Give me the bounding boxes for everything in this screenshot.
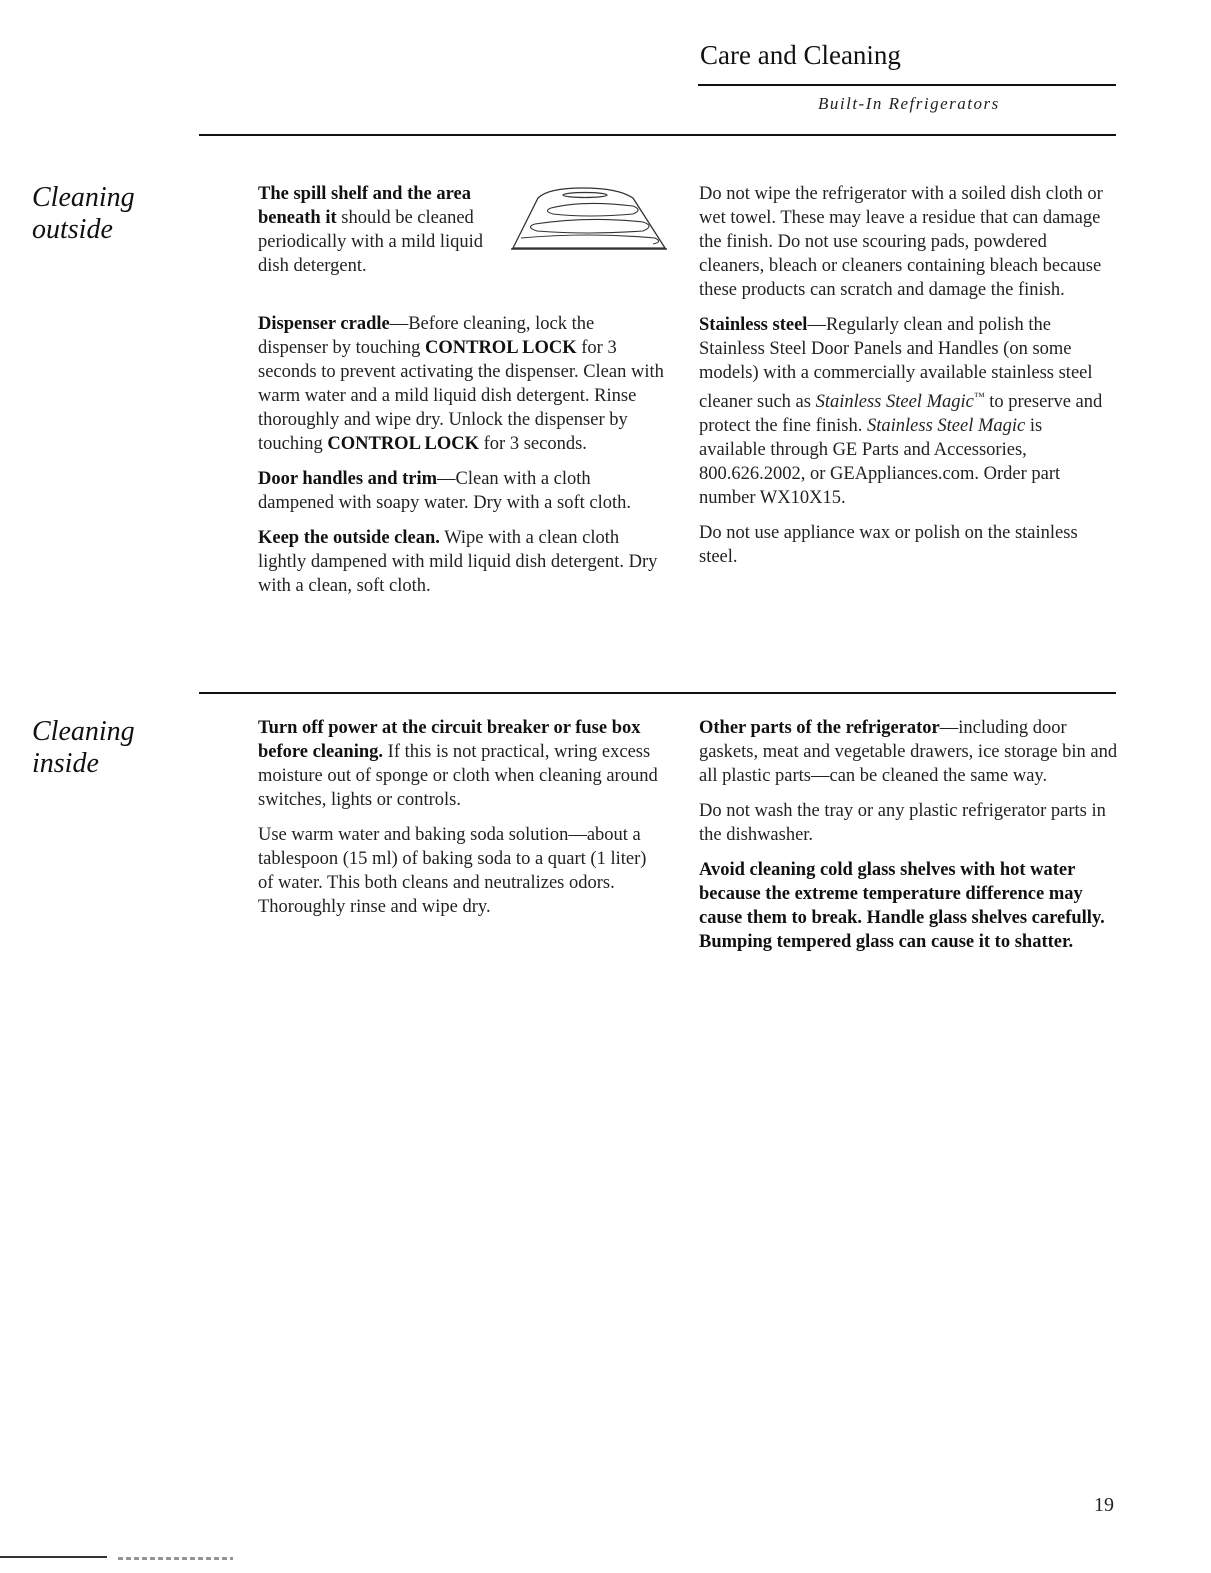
trademark-symbol: ™	[973, 391, 985, 403]
turn-off-power-paragraph	[258, 716, 663, 812]
page-header-title: Care and Cleaning	[700, 40, 901, 70]
spill-shelf-text: should be cleaned periodically with a mild liquid dish detergent.	[258, 208, 484, 276]
soiled-cloth-paragraph: Do not wipe the refrigerator with a soiled dish cloth or wet towel. These may leave a residue that can damage the finish. Do not use scouring pads, powdered cleaners, bleach or cleaners containing bleach because these products can scratch and damage the finish.	[699, 184, 1103, 300]
dishwasher-warning-paragraph: Do not wash the tray or any plastic refrigerator parts in the dishwasher.	[699, 801, 1106, 845]
outside-right-column	[699, 182, 1109, 580]
door-handles-text: —Clean with a cloth dampened with soapy water. Dry with a soft cloth.	[258, 469, 631, 513]
keep-outside-clean-bold: Keep the outside clean.	[258, 528, 440, 548]
door-handles-paragraph	[258, 467, 668, 515]
keep-outside-clean-paragraph	[258, 526, 668, 598]
section-heading-line1: Cleaning	[32, 182, 135, 213]
stainless-steel-paragraph	[699, 313, 1109, 510]
turn-off-power-bold: Turn off power at the circuit breaker or fuse box before cleaning.	[258, 718, 641, 762]
inside-left-column	[258, 716, 663, 930]
control-lock-label-2: CONTROL LOCK	[327, 434, 479, 454]
stainless-steel-magic-brand-1: Stainless Steel Magic	[815, 392, 974, 413]
other-parts-paragraph	[699, 716, 1119, 788]
section-heading-cleaning-inside	[32, 716, 202, 780]
section-divider-inside	[199, 692, 1116, 694]
spill-shelf-bold: The spill shelf and the area beneath it	[258, 184, 471, 228]
stainless-steel-text-3: is available through GE Parts and Accessories, 800.626.2002, or GEAppliances.com. Order part number WX10X15.	[699, 416, 1061, 509]
section-heading-cleaning-outside	[32, 182, 202, 246]
outside-left-column	[258, 182, 668, 609]
header-divider	[698, 84, 1116, 86]
dispenser-cradle-text-2: for 3 seconds to prevent activating the dispenser. Clean with warm water and a mild liquid dish detergent. Rinse thoroughly and wipe dry. Unlock the dispenser by touching	[258, 338, 664, 454]
page-header-subtitle: Built-In Refrigerators	[818, 94, 1000, 113]
spill-shelf-illustration	[493, 186, 668, 252]
section-divider-outside	[199, 134, 1116, 136]
glass-shelves-warning-paragraph	[699, 858, 1119, 954]
section-heading-line1: Cleaning	[32, 716, 135, 747]
footer-print-mark	[118, 1557, 233, 1560]
dispenser-cradle-bold: Dispenser cradle	[258, 314, 390, 334]
dispenser-cradle-text-3: for 3 seconds.	[479, 434, 587, 454]
page-number: 19	[1094, 1494, 1114, 1516]
stainless-steel-magic-brand-2: Stainless Steel Magic	[867, 416, 1026, 437]
turn-off-power-text: If this is not practical, wring excess moisture out of sponge or cloth when cleaning around switches, lights or controls.	[258, 742, 658, 810]
spill-shelf-paragraph	[258, 182, 488, 278]
baking-soda-paragraph: Use warm water and baking soda solution—about a tablespoon (15 ml) of baking soda to a quart (1 liter) of water. This both cleans and neutralizes odors. Thoroughly rinse and wipe dry.	[258, 825, 647, 917]
other-parts-bold: Other parts of the refrigerator	[699, 718, 940, 738]
section-heading-line2: inside	[32, 748, 99, 779]
spill-shelf-block	[258, 182, 668, 312]
footer-rule	[0, 1556, 107, 1558]
control-lock-label-1: CONTROL LOCK	[425, 338, 577, 358]
section-heading-line2: outside	[32, 214, 113, 245]
stainless-steel-bold: Stainless steel	[699, 315, 808, 335]
stainless-steel-text-2: to preserve and protect the fine finish.	[699, 392, 1103, 437]
door-handles-bold: Door handles and trim	[258, 469, 438, 489]
inside-right-column	[699, 716, 1119, 965]
dispenser-cradle-paragraph	[258, 312, 668, 456]
stainless-steel-text-1: —Regularly clean and polish the Stainless Steel Door Panels and Handles (on some models) with a commercially available stainless steel cleaner such as	[699, 315, 1093, 413]
appliance-wax-paragraph: Do not use appliance wax or polish on the stainless steel.	[699, 523, 1078, 568]
glass-shelves-warning-bold: Avoid cleaning cold glass shelves with hot water because the extreme temperature difference may cause them to break. Handle glass shelves carefully. Bumping tempered glass can cause it to shatter.	[699, 860, 1105, 952]
other-parts-text: —including door gaskets, meat and vegetable drawers, ice storage bin and all plastic parts—can be cleaned the same way.	[699, 718, 1118, 786]
keep-outside-clean-text: Wipe with a clean cloth lightly dampened with mild liquid dish detergent. Dry with a clean, soft cloth.	[258, 528, 658, 596]
dispenser-cradle-text-1: —Before cleaning, lock the dispenser by touching	[258, 314, 595, 358]
